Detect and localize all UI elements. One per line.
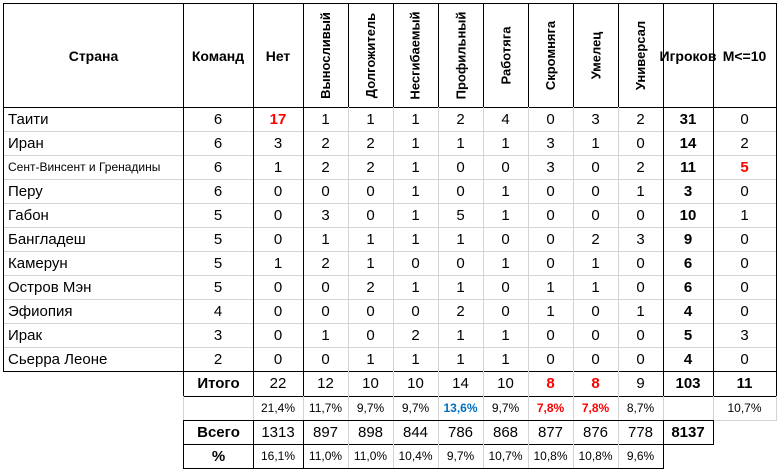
country-cell: Ирак	[3, 323, 184, 348]
total-pct-role: 8,7%	[618, 396, 664, 421]
total-pct-role: 9,7%	[393, 396, 439, 421]
role-cell: 1	[438, 323, 484, 348]
teams-cell: 6	[183, 107, 254, 132]
no-cell: 3	[253, 131, 304, 156]
role-cell: 1	[393, 107, 439, 132]
role-cell: 0	[573, 179, 619, 204]
teams-cell: 3	[183, 323, 254, 348]
all-pct-label: %	[183, 444, 254, 469]
all-role: 868	[483, 420, 529, 445]
role-cell: 0	[348, 203, 394, 228]
role-cell: 1	[483, 179, 529, 204]
total-role: 10	[483, 371, 529, 397]
no-cell: 0	[253, 179, 304, 204]
role-cell: 1	[573, 275, 619, 300]
role-cell: 0	[438, 251, 484, 276]
role-cell: 1	[483, 323, 529, 348]
role-cell: 1	[438, 275, 484, 300]
role-cell: 2	[303, 155, 349, 180]
header-role	[528, 3, 574, 108]
players-cell: 6	[663, 251, 714, 276]
all-pct-role: 10,8%	[528, 444, 574, 469]
total-role: 10	[393, 371, 439, 397]
role-cell: 1	[393, 131, 439, 156]
no-cell: 0	[253, 299, 304, 324]
m10-cell: 0	[713, 251, 777, 276]
all-players: 8137	[663, 420, 714, 445]
no-cell: 0	[253, 227, 304, 252]
total-role: 8	[528, 371, 574, 397]
m10-cell: 0	[713, 299, 777, 324]
header-teams: Команд	[183, 3, 254, 108]
role-cell: 1	[393, 347, 439, 372]
total-pct-players-blank	[663, 396, 714, 421]
header-role-label: Скромняга	[543, 20, 558, 91]
role-cell: 0	[393, 251, 439, 276]
role-cell: 0	[528, 179, 574, 204]
teams-cell: 5	[183, 251, 254, 276]
header-role	[483, 3, 529, 108]
role-cell: 1	[303, 107, 349, 132]
no-cell: 1	[253, 251, 304, 276]
total-pct-role: 13,6%	[438, 396, 484, 421]
role-cell: 3	[528, 131, 574, 156]
total-role: 10	[348, 371, 394, 397]
role-cell: 1	[303, 227, 349, 252]
country-cell: Габон	[3, 203, 184, 228]
role-cell: 4	[483, 107, 529, 132]
country-cell: Бангладеш	[3, 227, 184, 252]
m10-cell: 0	[713, 107, 777, 132]
header-role	[438, 3, 484, 108]
role-cell: 0	[618, 275, 664, 300]
total-players: 103	[663, 371, 714, 397]
players-cell: 4	[663, 299, 714, 324]
teams-cell: 6	[183, 179, 254, 204]
players-cell: 9	[663, 227, 714, 252]
role-cell: 1	[528, 299, 574, 324]
m10-cell: 3	[713, 323, 777, 348]
role-cell: 0	[483, 299, 529, 324]
country-cell: Камерун	[3, 251, 184, 276]
role-cell: 1	[483, 251, 529, 276]
header-country: Страна	[3, 3, 184, 108]
all-pct-role: 9,7%	[438, 444, 484, 469]
no-cell: 17	[253, 107, 304, 132]
role-cell: 0	[573, 299, 619, 324]
role-cell: 1	[348, 107, 394, 132]
role-cell: 0	[348, 179, 394, 204]
role-cell: 0	[483, 275, 529, 300]
no-cell: 0	[253, 203, 304, 228]
all-pct-role: 11,0%	[348, 444, 394, 469]
role-cell: 2	[438, 107, 484, 132]
players-cell: 10	[663, 203, 714, 228]
all-pct-role: 11,0%	[303, 444, 349, 469]
total-role: 12	[303, 371, 349, 397]
header-role	[348, 3, 394, 108]
role-cell: 1	[438, 347, 484, 372]
role-cell: 3	[573, 107, 619, 132]
role-cell: 3	[528, 155, 574, 180]
total-role: 14	[438, 371, 484, 397]
teams-cell: 5	[183, 203, 254, 228]
header-no: Нет	[253, 3, 304, 108]
all-role: 897	[303, 420, 349, 445]
total-role: 8	[573, 371, 619, 397]
role-cell: 0	[573, 203, 619, 228]
role-cell: 0	[618, 347, 664, 372]
no-cell: 0	[253, 347, 304, 372]
all-pct-role: 9,6%	[618, 444, 664, 469]
role-cell: 1	[483, 131, 529, 156]
role-cell: 1	[483, 347, 529, 372]
players-cell: 11	[663, 155, 714, 180]
all-pct-role: 10,7%	[483, 444, 529, 469]
all-pct-role: 10,8%	[573, 444, 619, 469]
role-cell: 2	[303, 251, 349, 276]
role-cell: 0	[438, 155, 484, 180]
teams-cell: 4	[183, 299, 254, 324]
total-role: 9	[618, 371, 664, 397]
m10-cell: 1	[713, 203, 777, 228]
total-pct-m10: 10,7%	[713, 396, 777, 421]
header-role-label: Умелец	[588, 31, 604, 80]
header-role	[573, 3, 619, 108]
role-cell: 2	[348, 275, 394, 300]
all-role: 876	[573, 420, 619, 445]
role-cell: 0	[483, 155, 529, 180]
country-cell: Перу	[3, 179, 184, 204]
all-pct-role: 10,4%	[393, 444, 439, 469]
players-cell: 3	[663, 179, 714, 204]
role-cell: 1	[573, 131, 619, 156]
total-pct-role: 11,7%	[303, 396, 349, 421]
header-role	[618, 3, 664, 108]
role-cell: 5	[438, 203, 484, 228]
header-role-label: Универсал	[633, 20, 648, 91]
all-role: 786	[438, 420, 484, 445]
role-cell: 0	[303, 179, 349, 204]
teams-cell: 6	[183, 155, 254, 180]
country-cell: Сент-Винсент и Гренадины	[3, 155, 184, 180]
teams-cell: 2	[183, 347, 254, 372]
all-role: 898	[348, 420, 394, 445]
role-cell: 0	[348, 299, 394, 324]
header-m10: М<=10	[713, 3, 777, 108]
m10-cell: 0	[713, 275, 777, 300]
all-role: 778	[618, 420, 664, 445]
m10-cell: 5	[713, 155, 777, 180]
role-cell: 1	[438, 227, 484, 252]
role-cell: 1	[618, 299, 664, 324]
role-cell: 0	[528, 203, 574, 228]
header-role-label: Несгибаемый	[408, 11, 423, 100]
role-cell: 1	[393, 155, 439, 180]
role-cell: 0	[528, 107, 574, 132]
no-cell: 0	[253, 275, 304, 300]
country-cell: Остров Мэн	[3, 275, 184, 300]
role-cell: 0	[618, 323, 664, 348]
role-cell: 0	[618, 203, 664, 228]
players-cell: 4	[663, 347, 714, 372]
header-role-label: Долгожитель	[363, 12, 378, 99]
role-cell: 1	[393, 179, 439, 204]
role-cell: 0	[573, 155, 619, 180]
country-cell: Иран	[3, 131, 184, 156]
country-cell: Эфиопия	[3, 299, 184, 324]
role-cell: 1	[393, 203, 439, 228]
role-cell: 2	[438, 299, 484, 324]
role-cell: 1	[438, 131, 484, 156]
role-cell: 2	[393, 323, 439, 348]
players-cell: 31	[663, 107, 714, 132]
no-cell: 0	[253, 323, 304, 348]
m10-cell: 0	[713, 179, 777, 204]
role-cell: 0	[303, 347, 349, 372]
role-cell: 0	[303, 299, 349, 324]
role-cell: 0	[528, 227, 574, 252]
role-cell: 3	[303, 203, 349, 228]
header-role-label: Профильный	[453, 11, 469, 100]
role-cell: 1	[348, 251, 394, 276]
role-cell: 0	[393, 299, 439, 324]
m10-cell: 0	[713, 227, 777, 252]
role-cell: 0	[348, 323, 394, 348]
header-role	[393, 3, 439, 108]
role-cell: 0	[528, 251, 574, 276]
total-pct-role: 9,7%	[348, 396, 394, 421]
all-label: Всего	[183, 420, 254, 445]
role-cell: 1	[618, 179, 664, 204]
total-pct-role: 7,8%	[528, 396, 574, 421]
role-cell: 0	[573, 323, 619, 348]
total-m10: 11	[713, 371, 777, 397]
role-cell: 0	[303, 275, 349, 300]
all-role: 877	[528, 420, 574, 445]
total-pct-role: 7,8%	[573, 396, 619, 421]
header-role-label: Работяга	[498, 26, 514, 85]
all-role: 844	[393, 420, 439, 445]
role-cell: 2	[573, 227, 619, 252]
role-cell: 0	[618, 131, 664, 156]
role-cell: 1	[348, 227, 394, 252]
role-cell: 0	[528, 323, 574, 348]
total-pct-no: 21,4%	[253, 396, 304, 421]
header-role	[303, 3, 349, 108]
role-cell: 1	[528, 275, 574, 300]
role-cell: 1	[303, 323, 349, 348]
all-no: 1313	[253, 420, 304, 445]
players-cell: 5	[663, 323, 714, 348]
total-no: 22	[253, 371, 304, 397]
teams-cell: 5	[183, 275, 254, 300]
total-pct-blank	[183, 396, 254, 421]
role-cell: 1	[348, 347, 394, 372]
m10-cell: 2	[713, 131, 777, 156]
role-cell: 2	[348, 131, 394, 156]
role-cell: 2	[348, 155, 394, 180]
country-cell: Сьерра Леоне	[3, 347, 184, 372]
country-cell: Таити	[3, 107, 184, 132]
role-cell: 3	[618, 227, 664, 252]
role-cell: 1	[393, 275, 439, 300]
role-cell: 0	[528, 347, 574, 372]
no-cell: 1	[253, 155, 304, 180]
role-cell: 1	[483, 203, 529, 228]
header-players: Игроков	[663, 3, 714, 108]
role-cell: 0	[573, 347, 619, 372]
header-role-label: Выносливый	[318, 12, 333, 99]
role-cell: 2	[618, 107, 664, 132]
role-cell: 2	[618, 155, 664, 180]
all-pct-no: 16,1%	[253, 444, 304, 469]
teams-cell: 5	[183, 227, 254, 252]
players-cell: 6	[663, 275, 714, 300]
role-cell: 2	[303, 131, 349, 156]
m10-cell: 0	[713, 347, 777, 372]
role-cell: 0	[618, 251, 664, 276]
role-cell: 1	[573, 251, 619, 276]
total-label: Итого	[183, 371, 254, 397]
role-cell: 0	[483, 227, 529, 252]
players-cell: 14	[663, 131, 714, 156]
role-cell: 0	[438, 179, 484, 204]
teams-cell: 6	[183, 131, 254, 156]
total-pct-role: 9,7%	[483, 396, 529, 421]
role-cell: 1	[393, 227, 439, 252]
